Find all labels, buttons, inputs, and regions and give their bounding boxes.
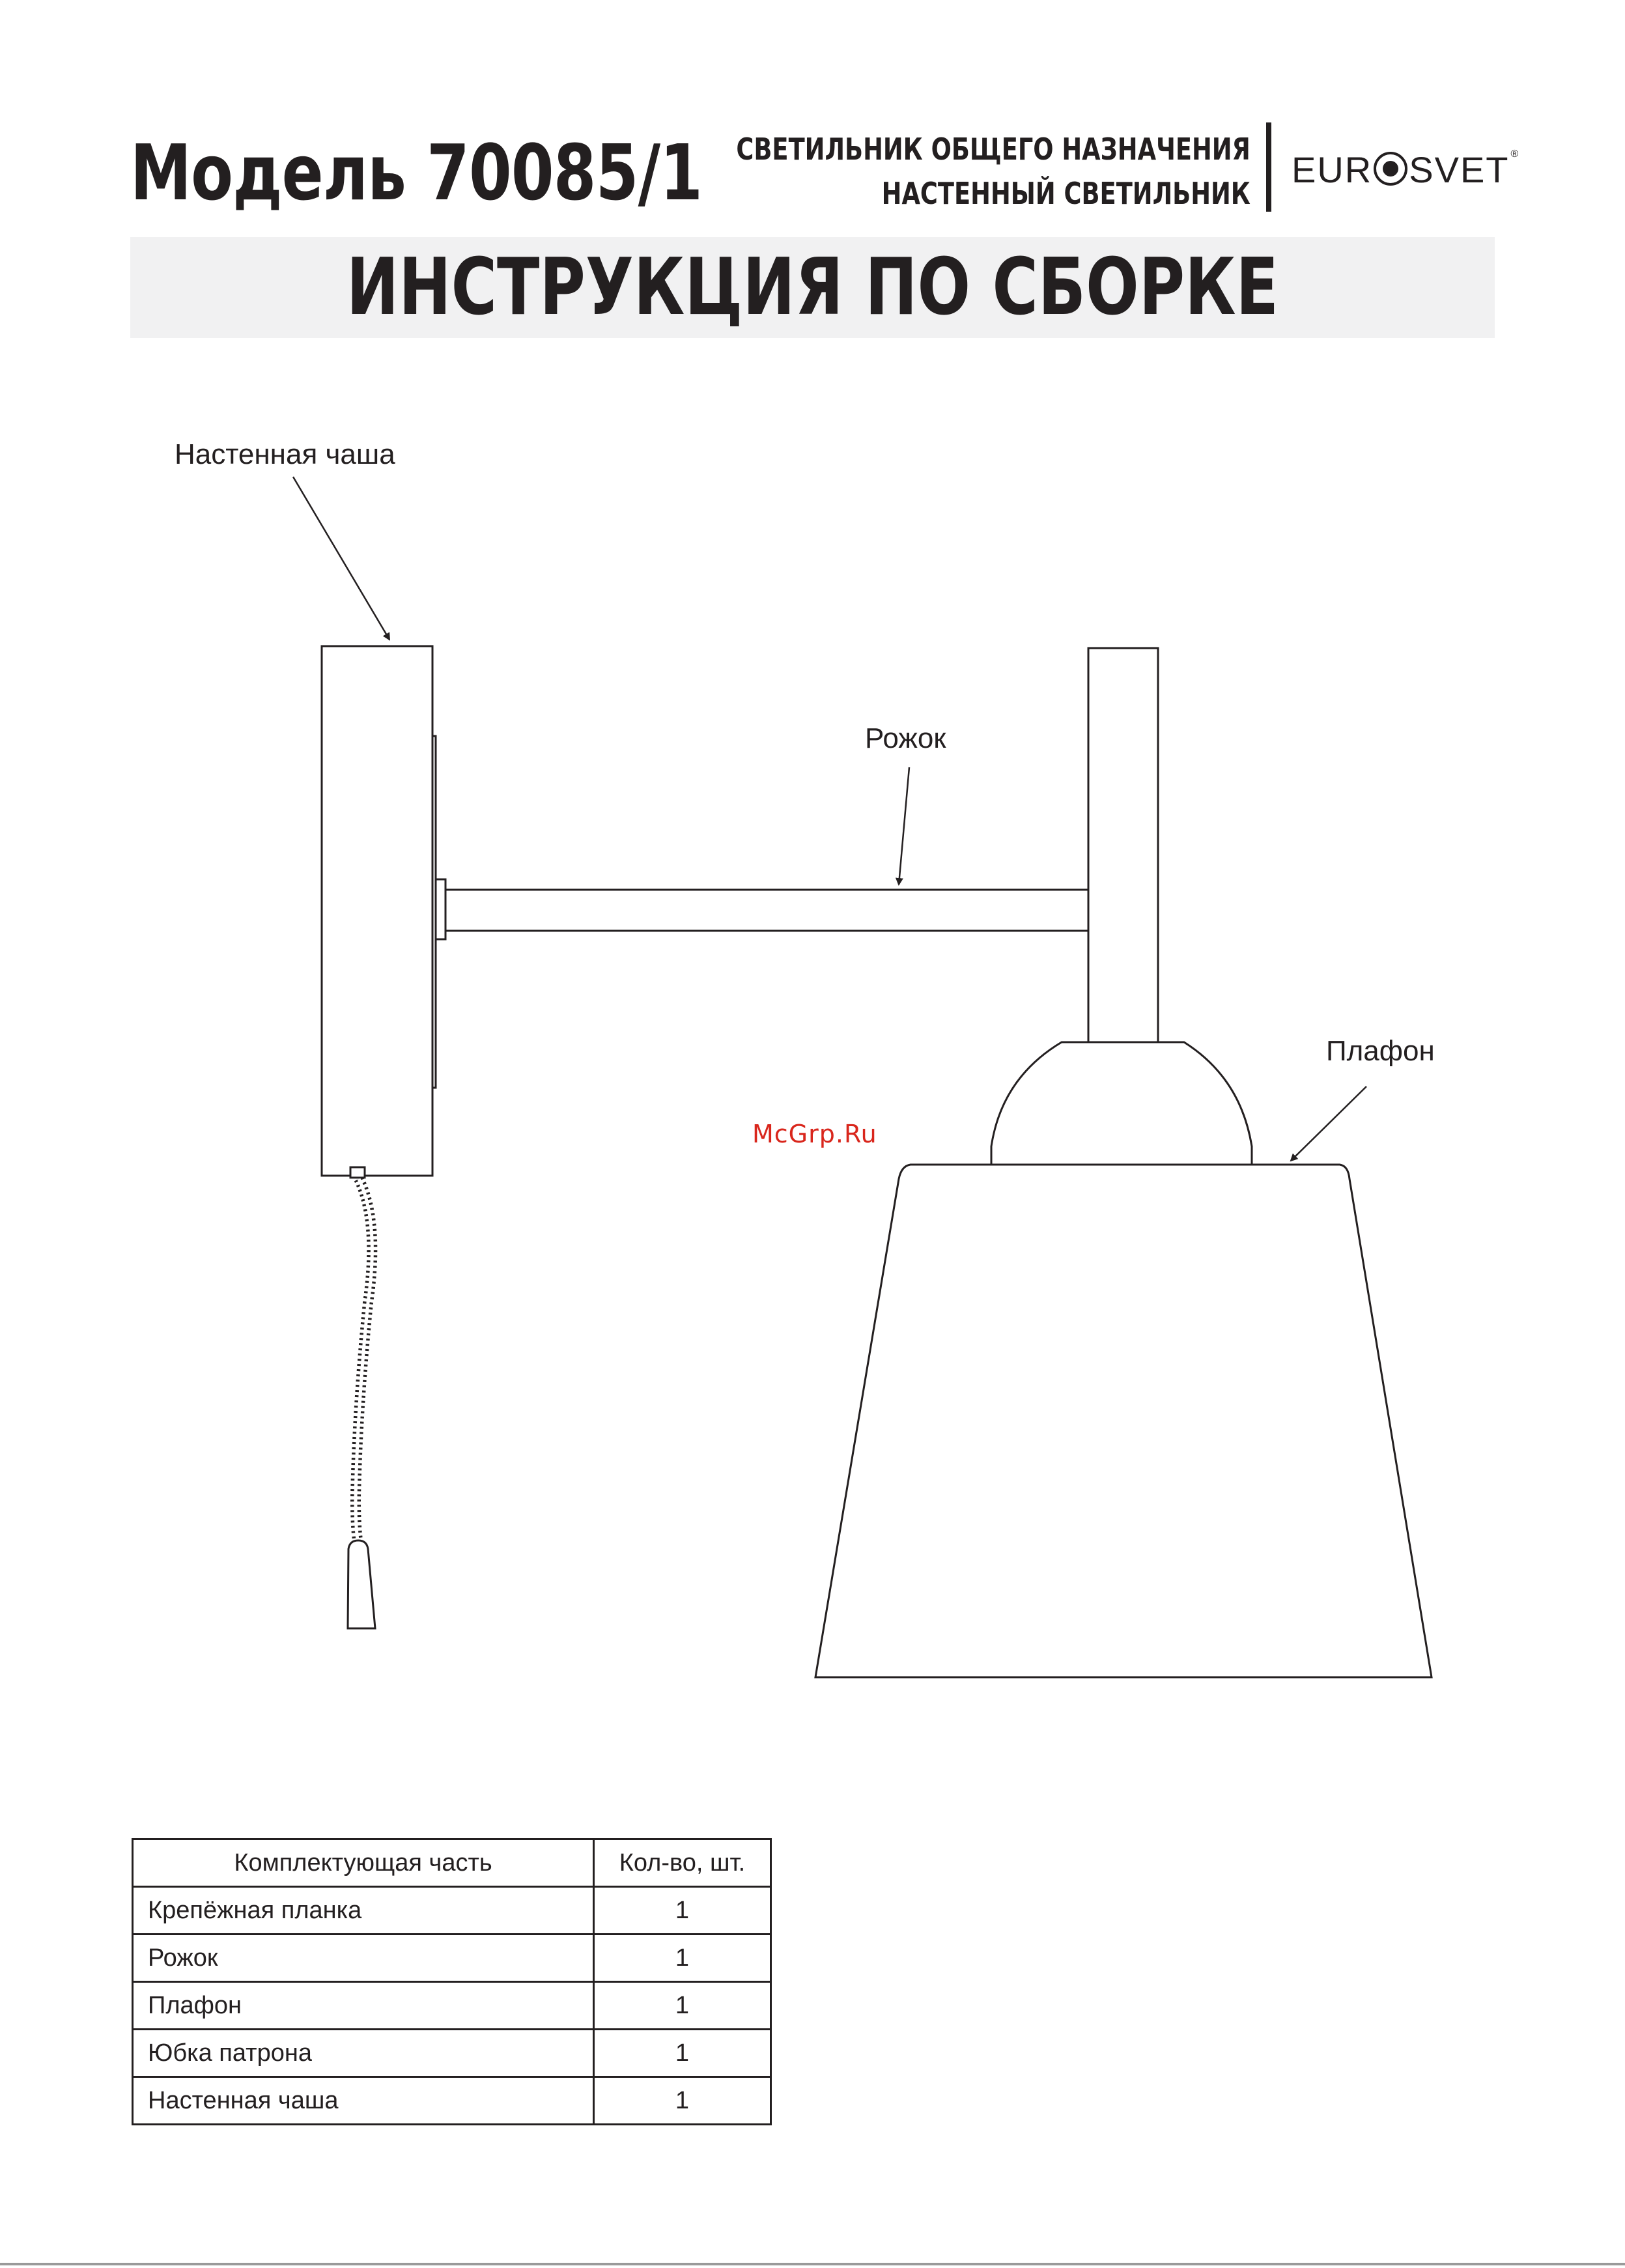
part-qty: 1 bbox=[594, 1982, 771, 2030]
product-type-line1: СВЕТИЛЬНИК ОБЩЕГО НАЗНАЧЕНИЯ bbox=[736, 132, 1251, 167]
logo-text-right: SVET bbox=[1409, 149, 1510, 191]
model-title: Модель 70085/1 bbox=[130, 128, 703, 218]
column-header-part: Комплектующая часть bbox=[133, 1839, 594, 1887]
table-row bbox=[133, 2030, 771, 2077]
part-qty: 1 bbox=[594, 2077, 771, 2125]
table-row bbox=[133, 1982, 771, 2030]
watermark: McGrp.Ru bbox=[752, 1120, 877, 1148]
table-row bbox=[133, 1935, 771, 1982]
part-qty: 1 bbox=[594, 1887, 771, 1935]
shade bbox=[815, 1042, 1432, 1677]
part-name: Настенная чаша bbox=[133, 2077, 594, 2125]
parts-table bbox=[132, 1838, 772, 2125]
page-bottom-rule bbox=[0, 2263, 1625, 2265]
banner-title: ИНСТРУКЦИЯ ПО СБОРКЕ bbox=[346, 242, 1279, 333]
part-name: Крепёжная планка bbox=[133, 1887, 594, 1935]
table-row bbox=[133, 1887, 771, 1935]
part-name: Юбка патрона bbox=[133, 2030, 594, 2077]
label-shade: Плафон bbox=[1326, 1035, 1435, 1067]
label-wall-bowl: Настенная чаша bbox=[175, 438, 395, 470]
label-arm: Рожок bbox=[865, 722, 946, 754]
logo-text-left: EUR bbox=[1292, 149, 1373, 191]
part-qty: 1 bbox=[594, 2030, 771, 2077]
logo-registered-mark: ® bbox=[1510, 149, 1520, 160]
part-name: Плафон bbox=[133, 1982, 594, 2030]
product-type-line2: НАСТЕННЫЙ СВЕТИЛЬНИК bbox=[881, 176, 1251, 211]
pull-chain bbox=[348, 1167, 375, 1628]
table-row bbox=[133, 2077, 771, 2125]
arm bbox=[445, 648, 1158, 1042]
table-header-row bbox=[133, 1839, 771, 1887]
column-header-qty: Кол-во, шт. bbox=[594, 1839, 771, 1887]
part-qty: 1 bbox=[594, 1935, 771, 1982]
part-name: Рожок bbox=[133, 1935, 594, 1982]
wall-bowl bbox=[322, 646, 445, 1176]
